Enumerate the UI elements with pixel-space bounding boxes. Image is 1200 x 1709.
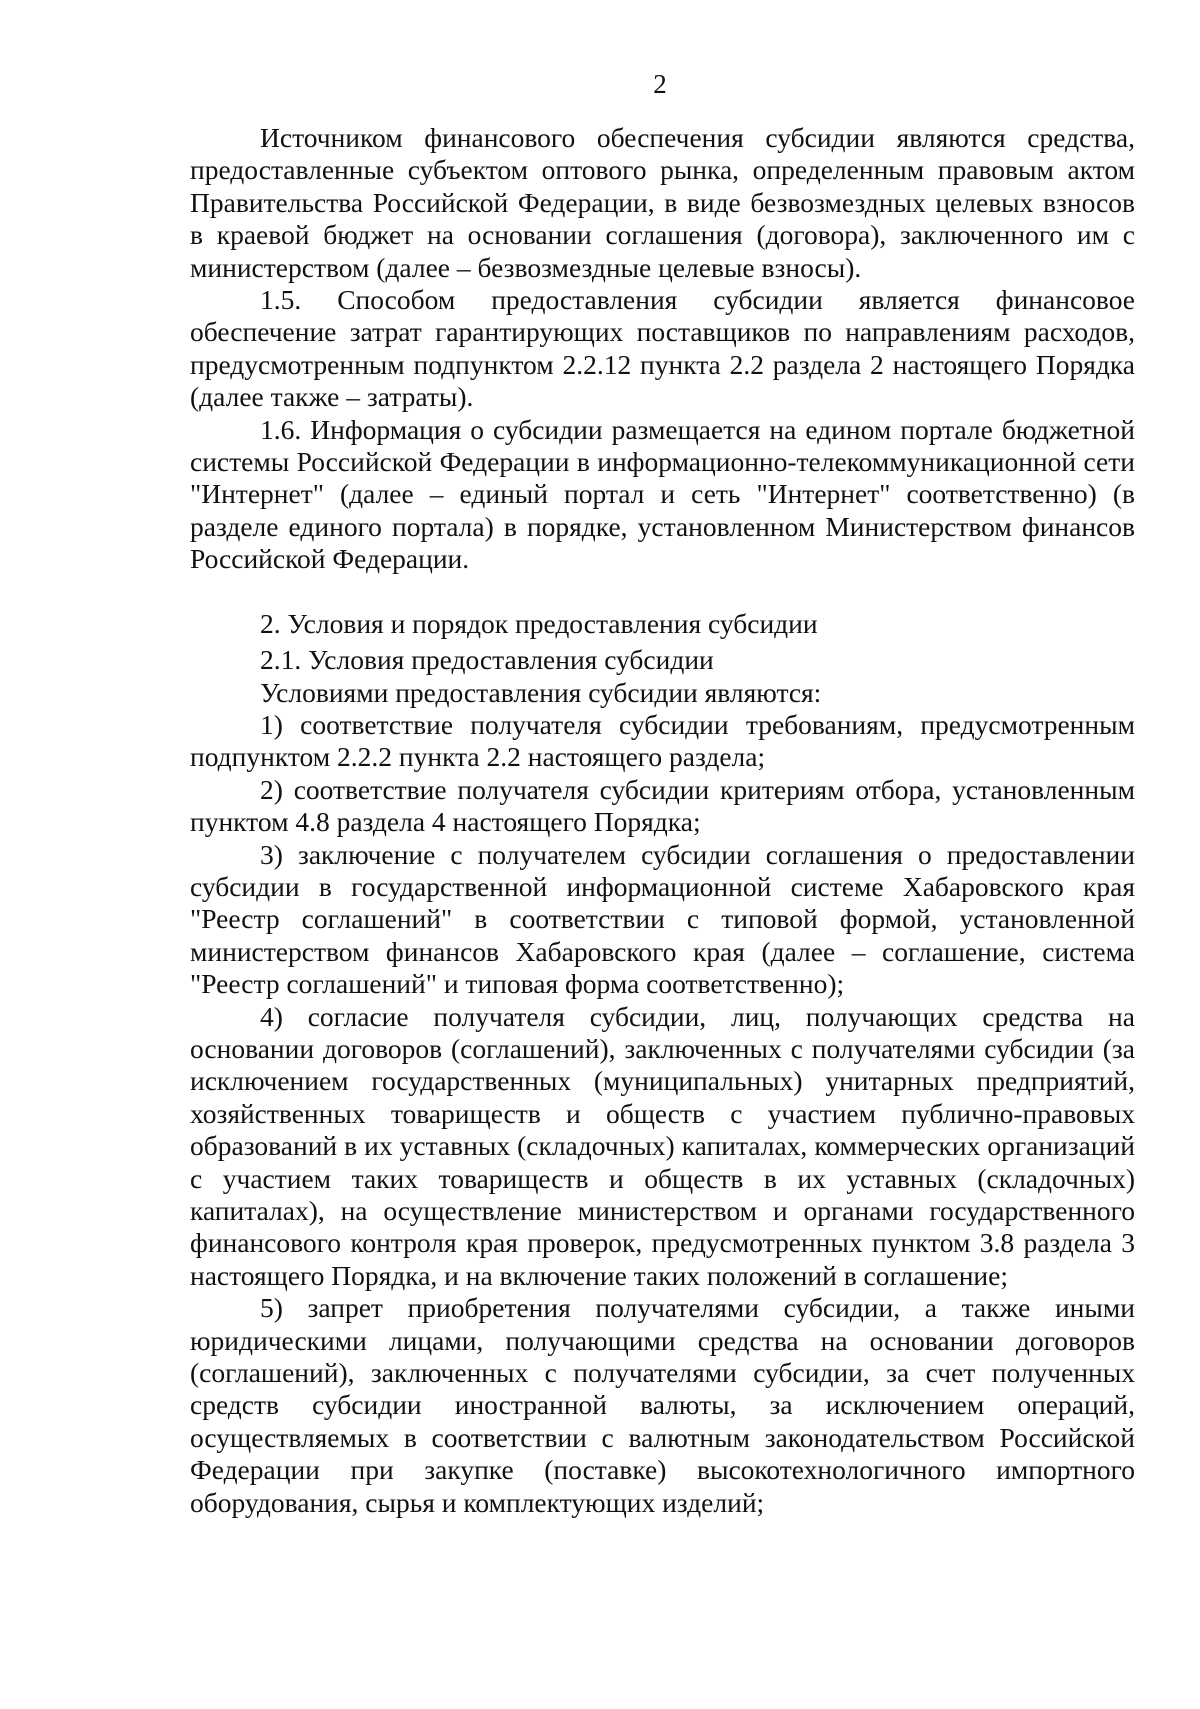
subsection-heading-2-1: 2.1. Условия предоставления субсидии (260, 644, 714, 676)
condition-item-2: 2) соответствие получателя субсидии критериям отбора, установленным пунктом 4.8 раздела 4 настоящего Порядка; (190, 773, 1135, 838)
condition-item-4: 4) согласие получателя субсидии, лиц, получающих средства на основании договоров (соглашений), заключенных с получателями субсидии (за исключением государственных (муниципальных) унитарных предприятий, хозяйственных товариществ и обществ с участием публично-правовых образований в их уставных (складочных) капиталах, коммерческих организаций с участием таких товариществ и обществ в их уставных (складочных) капиталах), на осуществление министерством и органами государственного финансового контроля края проверок, предусмотренных пунктом 3.8 раздела 3 настоящего Порядка, и на включение таких положений в соглашение; (190, 1000, 1135, 1291)
section-heading: 2. Условия и порядок предоставления субсидии (260, 607, 818, 639)
conditions-intro: Условиями предоставления субсидии являются: (260, 676, 822, 708)
paragraph-funding-source: Источником финансового обеспечения субсидии являются средства, предоставленные субъектом оптового рынка, определенным правовым актом Правительства Российской Федерации, в виде безвозмездных целевых взносов в краевой бюджет на основании соглашения (договора), заключенного им с министерством (далее – безвозмездные целевые взносы). (190, 122, 1135, 283)
paragraph-1-6: 1.6. Информация о субсидии размещается на едином портале бюджетной системы Российской Федерации в информационно-телекоммуникационной сети "Интернет" (далее – единый портал и сеть "Интернет" соответственно) (в разделе единого портала) в порядке, установленном Министерством финансов Российской Федерации. (190, 413, 1135, 575)
condition-item-3: 3) заключение с получателем субсидии соглашения о предоставлении субсидии в государственной информационной системе Хабаровского края "Реестр соглашений" в соответствии с типовой формой, установленной министерством финансов Хабаровского края (далее – соглашение, система "Реестр соглашений" и типовая форма соответственно); (190, 838, 1135, 1000)
document-body (190, 122, 1135, 1519)
paragraph-1-5: 1.5. Способом предоставления субсидии является финансовое обеспечение затрат гарантирующих поставщиков по направлениям расходов, предусмотренным подпунктом 2.2.12 пункта 2.2 раздела 2 настоящего Порядка (далее также – затраты). (190, 284, 1135, 413)
condition-item-5: 5) запрет приобретения получателями субсидии, а также иными юридическими лицами, получающими средства на основании договоров (соглашений), заключенных с получателями субсидии, за счет полученных средств субсидии иностранной валюты, за исключением операций, осуществляемых в соответствии с валютным законодательством Российской Федерации при закупке (поставке) высокотехнологичного импортного оборудования, сырья и комплектующих изделий; (190, 1292, 1135, 1518)
condition-item-1: 1) соответствие получателя субсидии требованиям, предусмотренным подпунктом 2.2.2 пункта 2.2 настоящего раздела; (190, 708, 1135, 773)
page-number: 2 (653, 69, 667, 99)
